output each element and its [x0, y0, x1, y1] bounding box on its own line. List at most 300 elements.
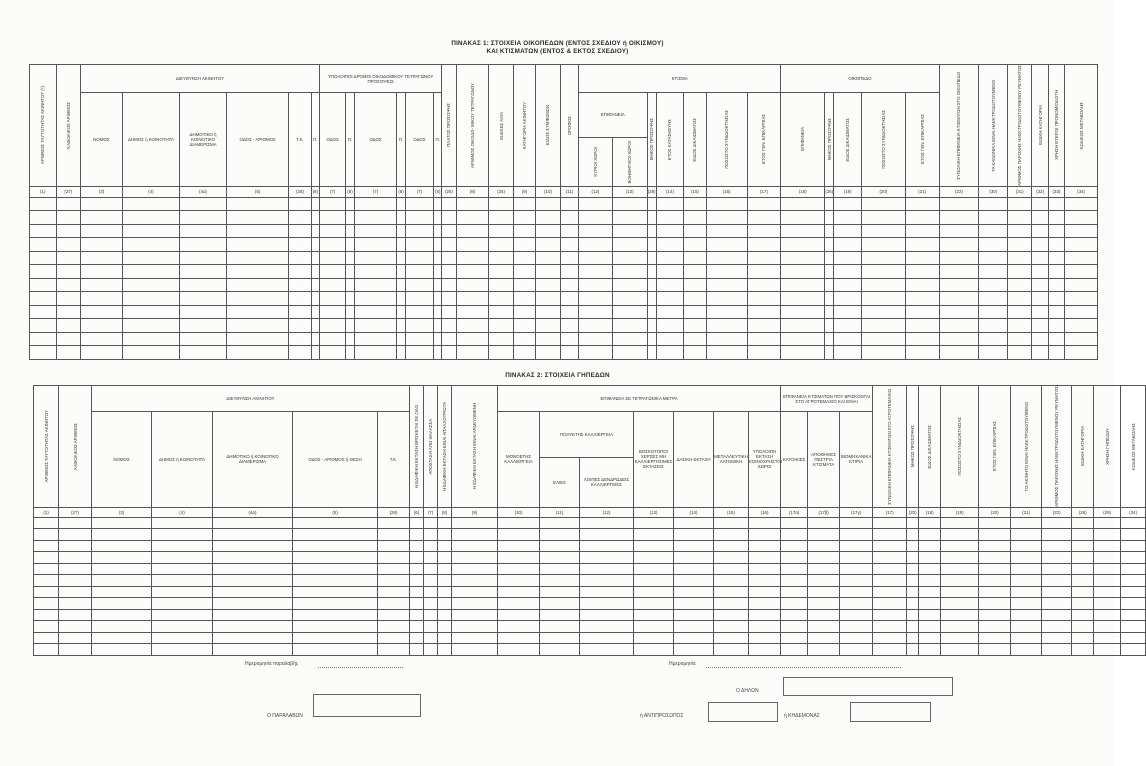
entry-cell[interactable] — [311, 332, 319, 346]
entry-cell[interactable] — [213, 552, 293, 564]
entry-cell[interactable] — [979, 319, 1008, 333]
entry-cell[interactable] — [346, 332, 354, 346]
entry-cell[interactable] — [907, 609, 919, 621]
entry-cell[interactable] — [226, 278, 288, 292]
entry-cell[interactable] — [941, 529, 979, 541]
entry-cell[interactable] — [1065, 265, 1098, 279]
entry-cell[interactable] — [781, 251, 825, 265]
entry-cell[interactable] — [30, 238, 57, 252]
entry-cell[interactable] — [1065, 319, 1098, 333]
entry-cell[interactable] — [825, 224, 834, 238]
entry-cell[interactable] — [747, 332, 781, 346]
entry-cell[interactable] — [1011, 552, 1042, 564]
entry-cell[interactable] — [1007, 197, 1032, 211]
entry-cell[interactable] — [226, 197, 288, 211]
entry-cell[interactable] — [580, 517, 634, 529]
entry-cell[interactable] — [1007, 265, 1032, 279]
entry-cell[interactable] — [438, 586, 452, 598]
entry-cell[interactable] — [434, 265, 442, 279]
entry-cell[interactable] — [781, 586, 808, 598]
entry-cell[interactable] — [92, 586, 152, 598]
entry-cell[interactable] — [1048, 211, 1064, 225]
entry-cell[interactable] — [1048, 305, 1064, 319]
entry-cell[interactable] — [397, 251, 405, 265]
entry-cell[interactable] — [1065, 346, 1098, 360]
entry-cell[interactable] — [226, 332, 288, 346]
entry-cell[interactable] — [226, 251, 288, 265]
entry-cell[interactable] — [579, 319, 613, 333]
entry-cell[interactable] — [59, 575, 92, 587]
entry-cell[interactable] — [319, 319, 346, 333]
entry-cell[interactable] — [434, 251, 442, 265]
entry-cell[interactable] — [634, 540, 674, 552]
entry-cell[interactable] — [378, 609, 410, 621]
entry-cell[interactable] — [834, 346, 862, 360]
entry-cell[interactable] — [747, 346, 781, 360]
entry-cell[interactable] — [684, 332, 706, 346]
entry-cell[interactable] — [714, 598, 749, 610]
entry-cell[interactable] — [152, 586, 213, 598]
entry-cell[interactable] — [397, 305, 405, 319]
entry-cell[interactable] — [634, 552, 674, 564]
entry-cell[interactable] — [861, 197, 905, 211]
entry-cell[interactable] — [1048, 278, 1064, 292]
entry-cell[interactable] — [647, 319, 656, 333]
entry-cell[interactable] — [781, 540, 808, 552]
entry-cell[interactable] — [939, 224, 979, 238]
entry-cell[interactable] — [56, 319, 81, 333]
entry-cell[interactable] — [684, 224, 706, 238]
entry-cell[interactable] — [397, 278, 405, 292]
entry-cell[interactable] — [438, 529, 452, 541]
entry-cell[interactable] — [378, 644, 410, 656]
entry-cell[interactable] — [397, 211, 405, 225]
entry-cell[interactable] — [442, 265, 456, 279]
entry-cell[interactable] — [579, 251, 613, 265]
entry-cell[interactable] — [456, 251, 489, 265]
entry-cell[interactable] — [939, 265, 979, 279]
entry-cell[interactable] — [378, 540, 410, 552]
entry-cell[interactable] — [749, 609, 781, 621]
entry-cell[interactable] — [489, 292, 514, 306]
entry-cell[interactable] — [781, 197, 825, 211]
entry-cell[interactable] — [941, 540, 979, 552]
entry-cell[interactable] — [861, 319, 905, 333]
entry-cell[interactable] — [781, 529, 808, 541]
entry-cell[interactable] — [489, 346, 514, 360]
entry-cell[interactable] — [92, 644, 152, 656]
entry-cell[interactable] — [825, 197, 834, 211]
entry-cell[interactable] — [1007, 292, 1032, 306]
entry-cell[interactable] — [438, 575, 452, 587]
entry-cell[interactable] — [354, 305, 397, 319]
entry-cell[interactable] — [311, 278, 319, 292]
entry-cell[interactable] — [92, 609, 152, 621]
entry-cell[interactable] — [905, 332, 939, 346]
entry-cell[interactable] — [311, 238, 319, 252]
entry-cell[interactable] — [180, 332, 227, 346]
entry-cell[interactable] — [905, 278, 939, 292]
entry-cell[interactable] — [354, 292, 397, 306]
entry-cell[interactable] — [1032, 251, 1048, 265]
entry-cell[interactable] — [840, 529, 873, 541]
entry-cell[interactable] — [1094, 540, 1121, 552]
entry-cell[interactable] — [452, 563, 498, 575]
entry-cell[interactable] — [81, 319, 123, 333]
entry-cell[interactable] — [825, 265, 834, 279]
entry-cell[interactable] — [81, 211, 123, 225]
entry-cell[interactable] — [152, 540, 213, 552]
entry-cell[interactable] — [749, 563, 781, 575]
entry-cell[interactable] — [941, 517, 979, 529]
entry-cell[interactable] — [81, 292, 123, 306]
entry-cell[interactable] — [424, 540, 438, 552]
entry-cell[interactable] — [180, 211, 227, 225]
entry-cell[interactable] — [319, 346, 346, 360]
entry-cell[interactable] — [319, 332, 346, 346]
entry-cell[interactable] — [152, 598, 213, 610]
entry-cell[interactable] — [513, 251, 535, 265]
entry-cell[interactable] — [424, 598, 438, 610]
entry-cell[interactable] — [979, 586, 1011, 598]
entry-cell[interactable] — [580, 609, 634, 621]
entry-cell[interactable] — [434, 305, 442, 319]
entry-cell[interactable] — [647, 238, 656, 252]
entry-cell[interactable] — [293, 552, 378, 564]
entry-cell[interactable] — [442, 305, 456, 319]
entry-cell[interactable] — [213, 575, 293, 587]
entry-cell[interactable] — [1042, 644, 1072, 656]
entry-cell[interactable] — [1072, 517, 1094, 529]
entry-cell[interactable] — [122, 224, 179, 238]
entry-cell[interactable] — [781, 563, 808, 575]
entry-cell[interactable] — [438, 609, 452, 621]
entry-cell[interactable] — [1032, 211, 1048, 225]
entry-cell[interactable] — [781, 621, 808, 633]
entry-cell[interactable] — [34, 552, 59, 564]
entry-cell[interactable] — [513, 346, 535, 360]
entry-cell[interactable] — [706, 251, 747, 265]
entry-cell[interactable] — [81, 278, 123, 292]
entry-cell[interactable] — [1048, 292, 1064, 306]
entry-cell[interactable] — [1042, 586, 1072, 598]
entry-cell[interactable] — [861, 211, 905, 225]
entry-cell[interactable] — [873, 609, 907, 621]
entry-cell[interactable] — [1072, 540, 1094, 552]
entry-cell[interactable] — [122, 211, 179, 225]
entry-cell[interactable] — [513, 278, 535, 292]
entry-cell[interactable] — [152, 552, 213, 564]
date-field[interactable] — [706, 667, 901, 668]
entry-cell[interactable] — [840, 621, 873, 633]
entry-cell[interactable] — [749, 621, 781, 633]
entry-cell[interactable] — [612, 292, 647, 306]
entry-cell[interactable] — [706, 238, 747, 252]
entry-cell[interactable] — [1048, 224, 1064, 238]
entry-cell[interactable] — [1048, 265, 1064, 279]
entry-cell[interactable] — [1011, 575, 1042, 587]
entry-cell[interactable] — [540, 529, 580, 541]
entry-cell[interactable] — [579, 346, 613, 360]
entry-cell[interactable] — [656, 292, 684, 306]
entry-cell[interactable] — [579, 332, 613, 346]
entry-cell[interactable] — [293, 563, 378, 575]
entry-cell[interactable] — [122, 292, 179, 306]
entry-cell[interactable] — [289, 265, 311, 279]
entry-cell[interactable] — [354, 211, 397, 225]
entry-cell[interactable] — [580, 621, 634, 633]
entry-cell[interactable] — [56, 278, 81, 292]
entry-cell[interactable] — [30, 305, 57, 319]
entry-cell[interactable] — [1072, 552, 1094, 564]
entry-cell[interactable] — [1048, 319, 1064, 333]
entry-cell[interactable] — [747, 278, 781, 292]
entry-cell[interactable] — [346, 265, 354, 279]
entry-cell[interactable] — [840, 540, 873, 552]
entry-cell[interactable] — [34, 598, 59, 610]
entry-cell[interactable] — [1007, 305, 1032, 319]
entry-cell[interactable] — [647, 197, 656, 211]
entry-cell[interactable] — [560, 251, 578, 265]
entry-cell[interactable] — [378, 621, 410, 633]
entry-cell[interactable] — [781, 332, 825, 346]
entry-cell[interactable] — [781, 552, 808, 564]
entry-cell[interactable] — [34, 621, 59, 633]
entry-cell[interactable] — [749, 632, 781, 644]
entry-cell[interactable] — [438, 598, 452, 610]
entry-cell[interactable] — [354, 238, 397, 252]
entry-cell[interactable] — [1065, 238, 1098, 252]
entry-cell[interactable] — [825, 346, 834, 360]
entry-cell[interactable] — [749, 540, 781, 552]
entry-cell[interactable] — [560, 305, 578, 319]
entry-cell[interactable] — [941, 621, 979, 633]
entry-cell[interactable] — [808, 621, 840, 633]
entry-cell[interactable] — [452, 586, 498, 598]
entry-cell[interactable] — [346, 251, 354, 265]
entry-cell[interactable] — [452, 517, 498, 529]
entry-cell[interactable] — [674, 540, 714, 552]
entry-cell[interactable] — [825, 251, 834, 265]
entry-cell[interactable] — [180, 197, 227, 211]
entry-cell[interactable] — [905, 211, 939, 225]
entry-cell[interactable] — [873, 563, 907, 575]
entry-cell[interactable] — [1094, 644, 1121, 656]
entry-cell[interactable] — [405, 278, 434, 292]
entry-cell[interactable] — [706, 278, 747, 292]
entry-cell[interactable] — [498, 644, 540, 656]
entry-cell[interactable] — [434, 224, 442, 238]
entry-cell[interactable] — [513, 305, 535, 319]
entry-cell[interactable] — [213, 540, 293, 552]
entry-cell[interactable] — [1065, 332, 1098, 346]
entry-cell[interactable] — [513, 224, 535, 238]
entry-cell[interactable] — [180, 278, 227, 292]
entry-cell[interactable] — [456, 278, 489, 292]
entry-cell[interactable] — [861, 292, 905, 306]
entry-cell[interactable] — [498, 586, 540, 598]
entry-cell[interactable] — [34, 517, 59, 529]
entry-cell[interactable] — [81, 197, 123, 211]
entry-cell[interactable] — [81, 346, 123, 360]
entry-cell[interactable] — [834, 251, 862, 265]
entry-cell[interactable] — [979, 278, 1008, 292]
entry-cell[interactable] — [907, 598, 919, 610]
entry-cell[interactable] — [424, 517, 438, 529]
entry-cell[interactable] — [540, 598, 580, 610]
entry-cell[interactable] — [442, 319, 456, 333]
guardian-signature-box[interactable] — [850, 702, 931, 722]
entry-cell[interactable] — [152, 575, 213, 587]
entry-cell[interactable] — [905, 346, 939, 360]
entry-cell[interactable] — [311, 346, 319, 360]
entry-cell[interactable] — [354, 278, 397, 292]
entry-cell[interactable] — [34, 644, 59, 656]
entry-cell[interactable] — [289, 251, 311, 265]
entry-cell[interactable] — [289, 211, 311, 225]
entry-cell[interactable] — [612, 211, 647, 225]
entry-cell[interactable] — [354, 346, 397, 360]
entry-cell[interactable] — [560, 292, 578, 306]
entry-cell[interactable] — [226, 292, 288, 306]
entry-cell[interactable] — [714, 540, 749, 552]
entry-cell[interactable] — [781, 644, 808, 656]
entry-cell[interactable] — [438, 552, 452, 564]
entry-cell[interactable] — [122, 278, 179, 292]
entry-cell[interactable] — [873, 586, 907, 598]
entry-cell[interactable] — [580, 632, 634, 644]
entry-cell[interactable] — [438, 632, 452, 644]
entry-cell[interactable] — [941, 644, 979, 656]
entry-cell[interactable] — [612, 332, 647, 346]
entry-cell[interactable] — [410, 552, 424, 564]
entry-cell[interactable] — [498, 632, 540, 644]
entry-cell[interactable] — [410, 598, 424, 610]
entry-cell[interactable] — [656, 211, 684, 225]
entry-cell[interactable] — [808, 552, 840, 564]
entry-cell[interactable] — [536, 265, 561, 279]
entry-cell[interactable] — [1042, 632, 1072, 644]
entry-cell[interactable] — [410, 632, 424, 644]
entry-cell[interactable] — [834, 211, 862, 225]
entry-cell[interactable] — [580, 575, 634, 587]
entry-cell[interactable] — [1011, 609, 1042, 621]
entry-cell[interactable] — [438, 621, 452, 633]
entry-cell[interactable] — [979, 251, 1008, 265]
entry-cell[interactable] — [781, 238, 825, 252]
entry-cell[interactable] — [1011, 517, 1042, 529]
entry-cell[interactable] — [905, 197, 939, 211]
entry-cell[interactable] — [397, 224, 405, 238]
entry-cell[interactable] — [861, 278, 905, 292]
entry-cell[interactable] — [979, 305, 1008, 319]
entry-cell[interactable] — [1042, 540, 1072, 552]
entry-cell[interactable] — [540, 540, 580, 552]
entry-cell[interactable] — [656, 319, 684, 333]
entry-cell[interactable] — [684, 197, 706, 211]
entry-cell[interactable] — [941, 575, 979, 587]
entry-cell[interactable] — [684, 346, 706, 360]
entry-cell[interactable] — [346, 238, 354, 252]
entry-cell[interactable] — [452, 552, 498, 564]
entry-cell[interactable] — [861, 346, 905, 360]
entry-cell[interactable] — [919, 575, 941, 587]
entry-cell[interactable] — [410, 540, 424, 552]
entry-cell[interactable] — [424, 644, 438, 656]
entry-cell[interactable] — [1007, 278, 1032, 292]
entry-cell[interactable] — [180, 319, 227, 333]
entry-cell[interactable] — [456, 238, 489, 252]
entry-cell[interactable] — [873, 632, 907, 644]
entry-cell[interactable] — [579, 197, 613, 211]
entry-cell[interactable] — [489, 238, 514, 252]
entry-cell[interactable] — [840, 575, 873, 587]
entry-cell[interactable] — [684, 292, 706, 306]
entry-cell[interactable] — [808, 529, 840, 541]
entry-cell[interactable] — [378, 517, 410, 529]
entry-cell[interactable] — [56, 251, 81, 265]
entry-cell[interactable] — [1072, 563, 1094, 575]
entry-cell[interactable] — [656, 305, 684, 319]
entry-cell[interactable] — [346, 319, 354, 333]
entry-cell[interactable] — [1072, 575, 1094, 587]
entry-cell[interactable] — [1011, 563, 1042, 575]
entry-cell[interactable] — [834, 305, 862, 319]
entry-cell[interactable] — [979, 238, 1008, 252]
entry-cell[interactable] — [213, 529, 293, 541]
entry-cell[interactable] — [781, 609, 808, 621]
entry-cell[interactable] — [1121, 621, 1146, 633]
entry-cell[interactable] — [579, 305, 613, 319]
entry-cell[interactable] — [579, 238, 613, 252]
entry-cell[interactable] — [180, 305, 227, 319]
entry-cell[interactable] — [580, 644, 634, 656]
entry-cell[interactable] — [498, 563, 540, 575]
entry-cell[interactable] — [674, 644, 714, 656]
entry-cell[interactable] — [919, 644, 941, 656]
entry-cell[interactable] — [513, 238, 535, 252]
entry-cell[interactable] — [226, 265, 288, 279]
entry-cell[interactable] — [674, 529, 714, 541]
entry-cell[interactable] — [354, 197, 397, 211]
entry-cell[interactable] — [1007, 238, 1032, 252]
entry-cell[interactable] — [498, 529, 540, 541]
entry-cell[interactable] — [714, 575, 749, 587]
entry-cell[interactable] — [378, 575, 410, 587]
entry-cell[interactable] — [873, 621, 907, 633]
entry-cell[interactable] — [92, 552, 152, 564]
entry-cell[interactable] — [434, 197, 442, 211]
entry-cell[interactable] — [346, 346, 354, 360]
entry-cell[interactable] — [1121, 609, 1146, 621]
entry-cell[interactable] — [213, 598, 293, 610]
entry-cell[interactable] — [979, 346, 1008, 360]
entry-cell[interactable] — [634, 575, 674, 587]
entry-cell[interactable] — [152, 609, 213, 621]
entry-cell[interactable] — [346, 278, 354, 292]
entry-cell[interactable] — [92, 517, 152, 529]
entry-cell[interactable] — [560, 332, 578, 346]
entry-cell[interactable] — [905, 265, 939, 279]
entry-cell[interactable] — [939, 197, 979, 211]
entry-cell[interactable] — [34, 586, 59, 598]
entry-cell[interactable] — [1094, 563, 1121, 575]
entry-cell[interactable] — [456, 265, 489, 279]
entry-cell[interactable] — [405, 292, 434, 306]
entry-cell[interactable] — [30, 278, 57, 292]
entry-cell[interactable] — [540, 621, 580, 633]
entry-cell[interactable] — [612, 278, 647, 292]
